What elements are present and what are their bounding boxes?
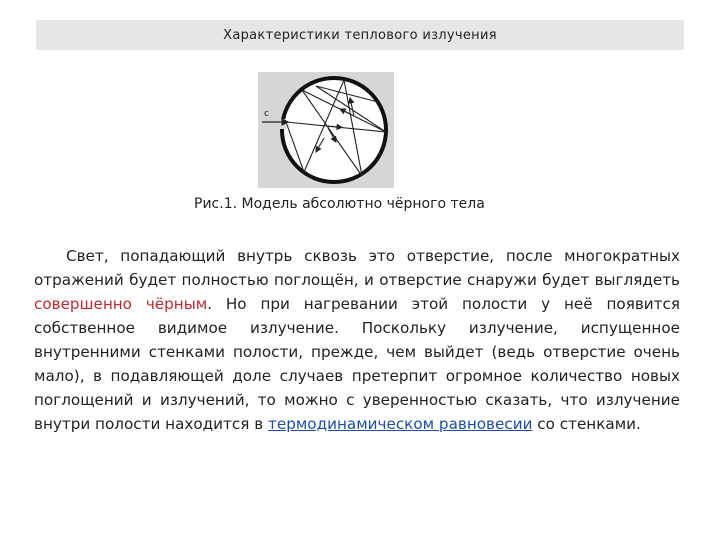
slide-header <box>36 20 684 50</box>
black-body-diagram <box>258 72 394 188</box>
ray-label: c <box>264 109 269 119</box>
black-body-figure <box>258 72 394 188</box>
text-part-1: Свет, попадающий внутрь сквозь это отверстие, после многократных отражений будет полностью поглощён, и отверстие снаружи будет выглядеть <box>34 247 680 289</box>
cavity-opening <box>278 119 286 129</box>
paragraph <box>34 244 680 436</box>
highlighted-text: совершенно чёрным <box>34 295 208 313</box>
figure-caption: Рис.1. Модель абсолютно чёрного тела <box>194 196 485 212</box>
thermodynamic-equilibrium-link[interactable]: термодинамическом равновесии <box>268 415 533 433</box>
body-paragraph <box>34 244 680 436</box>
text-part-2: . Но при нагревании этой полости у неё появится собственное видимое излучение. Поскольку излучение, испущенное внутренними стенками полости, прежде, чем выйдет (ведь отверстие очень мало), в подавляющей доле случаев претерпит огромное количество новых поглощений и излучений, то можно с уверенностью сказать, что излучение внутри полости находится в <box>34 295 681 433</box>
slide-title: Характеристики теплового излучения <box>223 27 497 43</box>
text-part-3: со стенками. <box>532 415 641 433</box>
